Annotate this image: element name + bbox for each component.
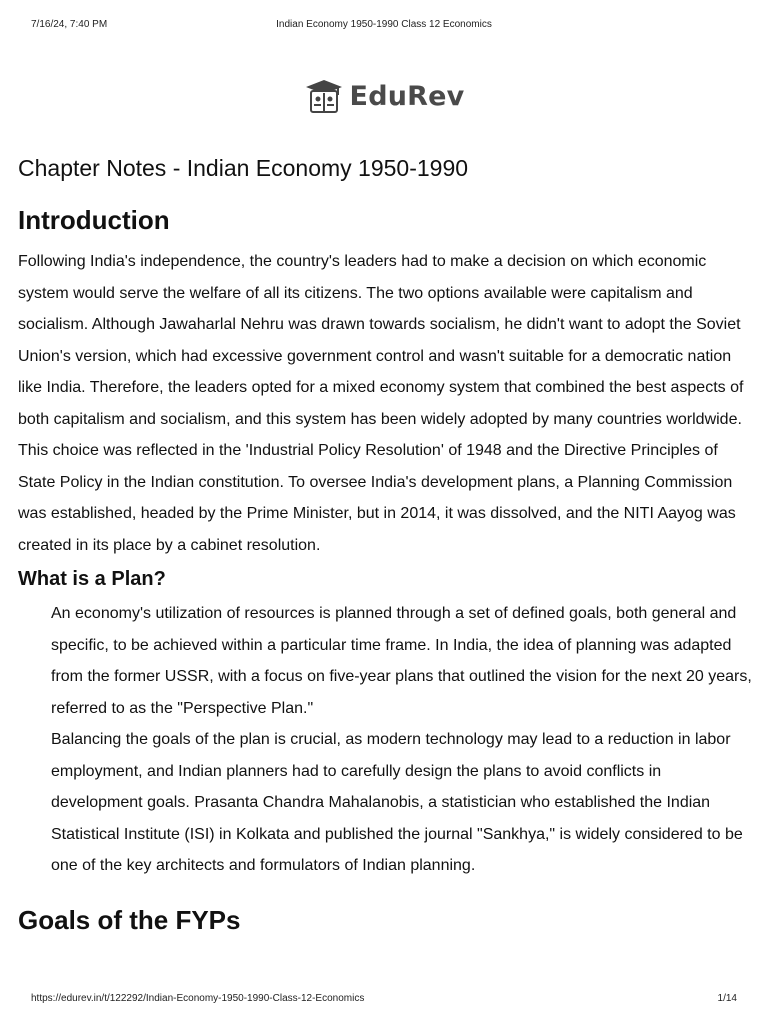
plan-paragraph-2: Balancing the goals of the plan is crucial, as modern technology may lead to a reduction in labor employment, and Indian planners had to carefully design the plans to avoid conflicts in development goals. Prasanta Chandra Mahalanobis, a statistician who established the Indian Statistical Institute (ISI) in Kolkata and published the journal "Sankhya," is widely considered to be one of the key architects and formulators of Indian planning.	[51, 731, 743, 874]
print-datetime: 7/16/24, 7:40 PM	[31, 19, 108, 30]
goals-heading: Goals of the FYPs	[18, 905, 241, 935]
introduction-heading: Introduction	[18, 205, 170, 235]
edurev-logo[interactable]	[0, 78, 768, 114]
page-number: 1/14	[717, 993, 737, 1004]
what-is-plan-heading: What is a Plan?	[18, 568, 166, 590]
graduate-cap-book-icon	[304, 78, 344, 114]
introduction-paragraph: Following India's independence, the country's leaders had to make a decision on which economic system would serve the welfare of all its citizens. The two options available were capitalism and socialism. Although Jawaharlal Nehru was drawn towards socialism, he didn't want to adopt the Soviet Union's version, which had excessive government control and wasn't suitable for a democratic nation like India. Therefore, the leaders opted for a mixed economy system that combined the best aspects of both capitalism and socialism, and this system has been widely adopted by many countries worldwide. This choice was reflected in the 'Industrial Policy Resolution' of 1948 and the Directive Principles of State Policy in the Indian constitution. To oversee India's development plans, a Planning Commission was established, headed by the Prime Minister, but in 2014, it was dissolved, and the NITI Aayog was created in its place by a cabinet resolution.	[18, 253, 744, 554]
print-url[interactable]: https://edurev.in/t/122292/Indian-Economy-1950-1990-Class-12-Economics	[31, 993, 365, 1004]
chapter-title: Chapter Notes - Indian Economy 1950-1990	[18, 155, 469, 181]
brand-name: EduRev	[349, 80, 465, 112]
plan-paragraph-1: An economy's utilization of resources is planned through a set of defined goals, both general and specific, to be achieved within a particular time frame. In India, the idea of planning was adapted from the former USSR, with a focus on five-year plans that outlined the vision for the next 20 years, referred to as the "Perspective Plan."	[51, 605, 752, 717]
print-header	[0, 19, 768, 33]
print-doc-title: Indian Economy 1950-1990 Class 12 Economics	[276, 19, 492, 30]
